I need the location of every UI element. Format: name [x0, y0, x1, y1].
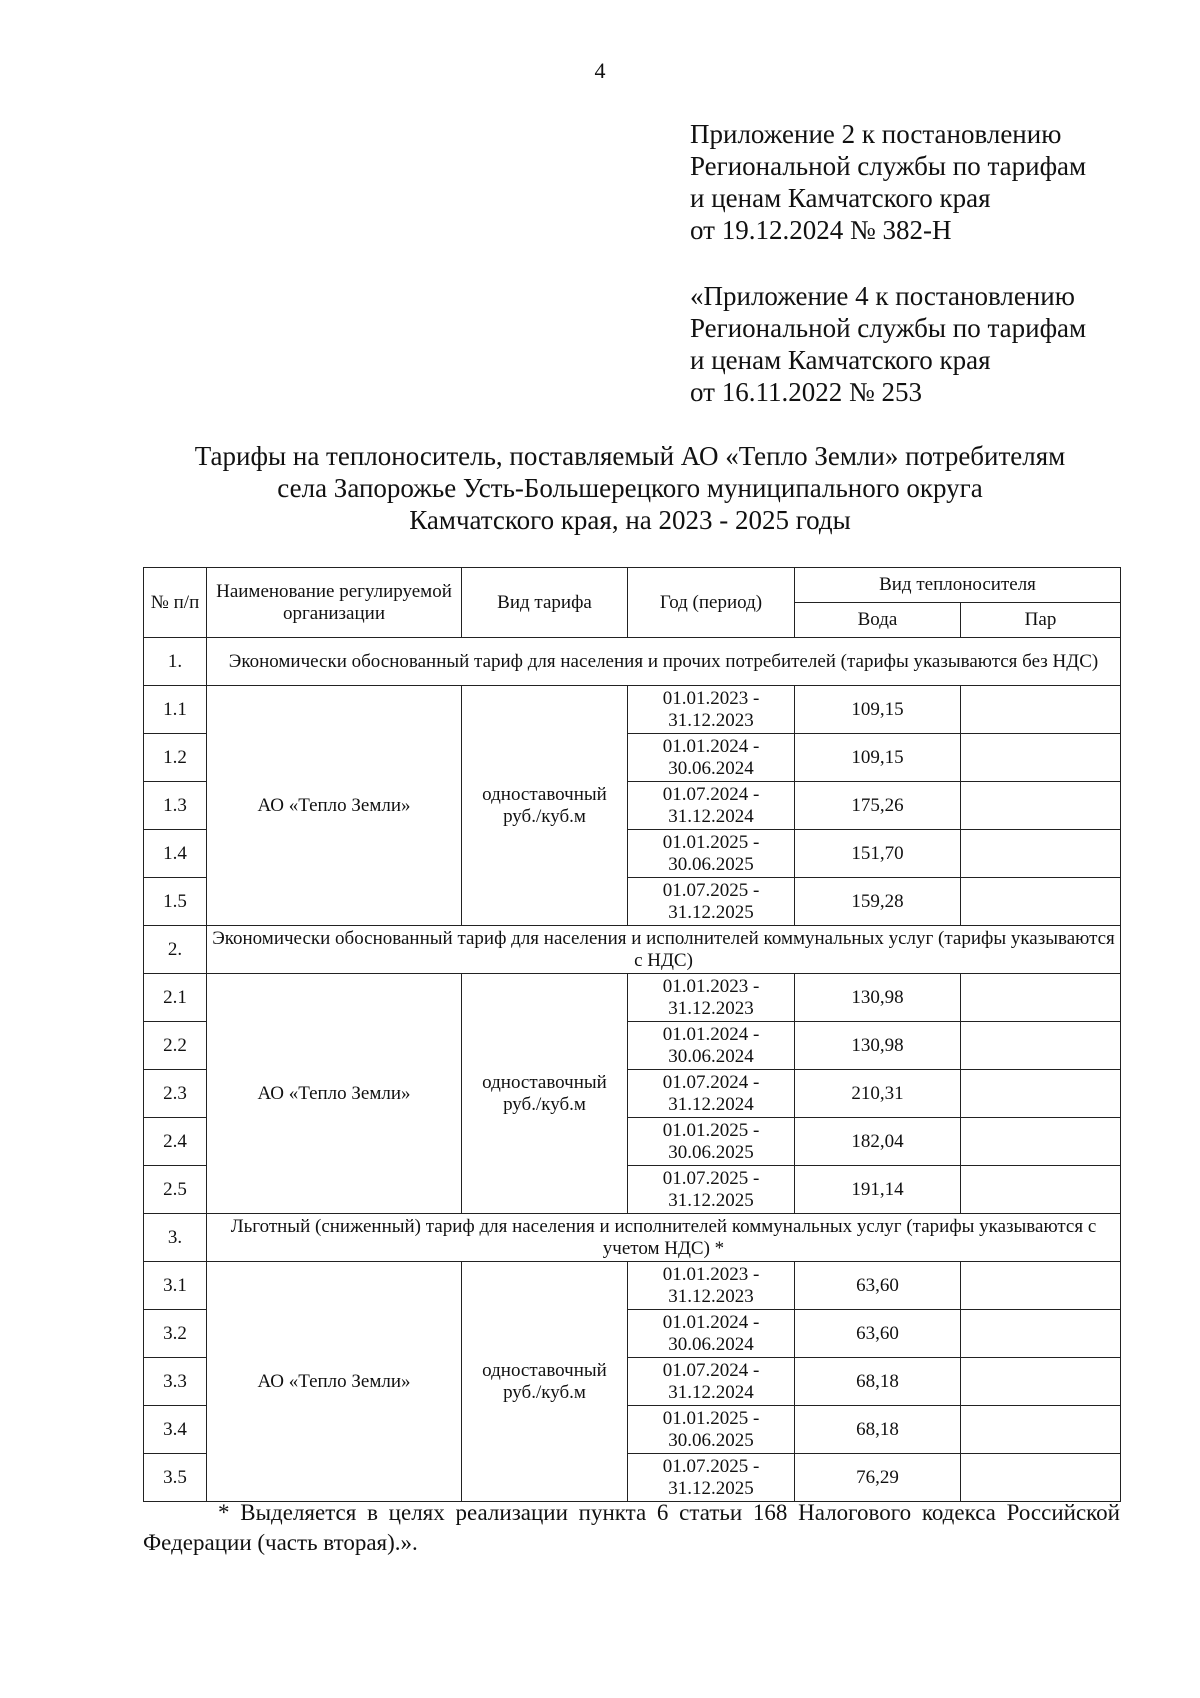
period-to: 30.06.2024	[668, 757, 754, 779]
period-to: 30.06.2025	[668, 853, 754, 875]
steam-value	[961, 830, 1121, 878]
table-row	[144, 974, 1121, 1022]
period-cell	[628, 1118, 795, 1166]
water-value: 63,60	[795, 1310, 961, 1358]
period-from: 01.01.2023 -	[662, 687, 760, 709]
period-from: 01.01.2023 -	[662, 975, 760, 997]
annex-line: «Приложение 4 к постановлению	[690, 281, 1075, 311]
annex-line: от 16.11.2022 № 253	[690, 377, 922, 407]
steam-value	[961, 1358, 1121, 1406]
row-number: 2.5	[144, 1166, 207, 1214]
period-cell	[628, 1358, 795, 1406]
row-number: 1.1	[144, 686, 207, 734]
header-tariff-type: Вид тарифа	[462, 568, 628, 638]
period-cell	[628, 1406, 795, 1454]
period-to: 31.12.2023	[668, 1285, 754, 1307]
steam-value	[961, 1310, 1121, 1358]
period-to: 30.06.2025	[668, 1141, 754, 1163]
tariff-type-cell: одноставочный руб./куб.м	[462, 686, 628, 926]
organization-cell: АО «Тепло Земли»	[207, 686, 462, 926]
header-carrier: Вид теплоносителя	[795, 568, 1121, 603]
footnote: * Выделяется в целях реализации пункта 6 статьи 168 Налогового кодекса Российской Федерации (часть вторая).».	[143, 1500, 1120, 1555]
organization-cell: АО «Тепло Земли»	[207, 1262, 462, 1502]
period-cell	[628, 974, 795, 1022]
steam-value	[961, 734, 1121, 782]
title-line: Тарифы на теплоноситель, поставляемый АО «Тепло Земли» потребителям	[194, 441, 1066, 471]
period-from: 01.01.2025 -	[662, 1407, 760, 1429]
steam-value	[961, 974, 1121, 1022]
steam-value	[961, 1166, 1121, 1214]
period-from: 01.07.2024 -	[662, 1359, 760, 1381]
section-title: Льготный (сниженный) тариф для населения и исполнителей коммунальных услуг (тарифы указываются с учетом НДС) *	[207, 1214, 1121, 1262]
period-to: 31.12.2023	[668, 997, 754, 1019]
table-row	[144, 1262, 1121, 1310]
period-from: 01.07.2025 -	[662, 1167, 760, 1189]
period-from: 01.07.2025 -	[662, 879, 760, 901]
period-to: 31.12.2025	[668, 1189, 754, 1211]
period-to: 31.12.2025	[668, 1477, 754, 1499]
tariff-table	[143, 567, 1121, 1502]
header-period: Год (период)	[628, 568, 795, 638]
steam-value	[961, 1454, 1121, 1502]
period-cell	[628, 734, 795, 782]
period-cell	[628, 830, 795, 878]
water-value: 68,18	[795, 1358, 961, 1406]
period-from: 01.07.2024 -	[662, 1071, 760, 1093]
period-to: 31.12.2023	[668, 709, 754, 731]
row-number: 1.5	[144, 878, 207, 926]
water-value: 109,15	[795, 686, 961, 734]
row-number: 3.1	[144, 1262, 207, 1310]
period-from: 01.01.2024 -	[662, 735, 760, 757]
row-number: 2.4	[144, 1118, 207, 1166]
water-value: 159,28	[795, 878, 961, 926]
row-number: 3.4	[144, 1406, 207, 1454]
period-to: 30.06.2024	[668, 1045, 754, 1067]
row-number: 3.2	[144, 1310, 207, 1358]
title-line: Камчатского края, на 2023 - 2025 годы	[409, 505, 851, 535]
annex-line: и ценам Камчатского края	[690, 183, 991, 213]
header-steam: Пар	[961, 603, 1121, 638]
water-value: 109,15	[795, 734, 961, 782]
period-cell	[628, 1454, 795, 1502]
period-cell	[628, 1262, 795, 1310]
header-organization: Наименование регулируемой организации	[207, 568, 462, 638]
steam-value	[961, 1262, 1121, 1310]
annex-block-2	[690, 280, 1086, 408]
steam-value	[961, 1070, 1121, 1118]
steam-value	[961, 1022, 1121, 1070]
period-from: 01.01.2024 -	[662, 1023, 760, 1045]
water-value: 175,26	[795, 782, 961, 830]
section-row	[144, 1214, 1121, 1262]
section-title: Экономически обоснованный тариф для населения и прочих потребителей (тарифы указываются без НДС)	[207, 638, 1121, 686]
period-from: 01.01.2025 -	[662, 1119, 760, 1141]
water-value: 151,70	[795, 830, 961, 878]
period-cell	[628, 1310, 795, 1358]
water-value: 182,04	[795, 1118, 961, 1166]
section-row	[144, 638, 1121, 686]
section-row	[144, 926, 1121, 974]
row-number: 3.5	[144, 1454, 207, 1502]
period-from: 01.07.2024 -	[662, 783, 760, 805]
steam-value	[961, 686, 1121, 734]
title-line: села Запорожье Усть-Большерецкого муниципального округа	[277, 473, 983, 503]
water-value: 76,29	[795, 1454, 961, 1502]
period-to: 31.12.2024	[668, 1093, 754, 1115]
period-to: 30.06.2024	[668, 1333, 754, 1355]
row-number: 2.2	[144, 1022, 207, 1070]
header-water: Вода	[795, 603, 961, 638]
water-value: 130,98	[795, 1022, 961, 1070]
period-cell	[628, 1022, 795, 1070]
period-to: 31.12.2024	[668, 805, 754, 827]
period-from: 01.01.2023 -	[662, 1263, 760, 1285]
annex-line: от 19.12.2024 № 382-Н	[690, 215, 952, 245]
annex-line: Региональной службы по тарифам	[690, 151, 1087, 181]
row-number: 2.1	[144, 974, 207, 1022]
annex-block-1	[690, 118, 1086, 246]
organization-cell: АО «Тепло Земли»	[207, 974, 462, 1214]
row-number: 1.2	[144, 734, 207, 782]
section-number: 2.	[144, 926, 207, 974]
document-title	[130, 440, 1130, 536]
steam-value	[961, 1406, 1121, 1454]
section-title: Экономически обоснованный тариф для населения и исполнителей коммунальных услуг (тарифы указываются с НДС)	[207, 926, 1121, 974]
steam-value	[961, 782, 1121, 830]
water-value: 191,14	[795, 1166, 961, 1214]
annex-line: Региональной службы по тарифам	[690, 313, 1087, 343]
period-cell	[628, 782, 795, 830]
period-from: 01.01.2024 -	[662, 1311, 760, 1333]
period-to: 30.06.2025	[668, 1429, 754, 1451]
period-to: 31.12.2025	[668, 901, 754, 923]
row-number: 3.3	[144, 1358, 207, 1406]
period-from: 01.01.2025 -	[662, 831, 760, 853]
annex-line: и ценам Камчатского края	[690, 345, 991, 375]
period-to: 31.12.2024	[668, 1381, 754, 1403]
water-value: 130,98	[795, 974, 961, 1022]
annex-line: Приложение 2 к постановлению	[690, 119, 1062, 149]
table-row	[144, 686, 1121, 734]
tariff-type-cell: одноставочный руб./куб.м	[462, 1262, 628, 1502]
water-value: 63,60	[795, 1262, 961, 1310]
period-cell	[628, 878, 795, 926]
period-cell	[628, 686, 795, 734]
water-value: 210,31	[795, 1070, 961, 1118]
table-body	[144, 638, 1121, 1502]
row-number: 2.3	[144, 1070, 207, 1118]
row-number: 1.3	[144, 782, 207, 830]
steam-value	[961, 878, 1121, 926]
steam-value	[961, 1118, 1121, 1166]
period-from: 01.07.2025 -	[662, 1455, 760, 1477]
water-value: 68,18	[795, 1406, 961, 1454]
period-cell	[628, 1070, 795, 1118]
tariff-type-cell: одноставочный руб./куб.м	[462, 974, 628, 1214]
page-number: 4	[594, 58, 606, 83]
header-num: № п/п	[144, 568, 207, 638]
section-number: 1.	[144, 638, 207, 686]
row-number: 1.4	[144, 830, 207, 878]
period-cell	[628, 1166, 795, 1214]
section-number: 3.	[144, 1214, 207, 1262]
